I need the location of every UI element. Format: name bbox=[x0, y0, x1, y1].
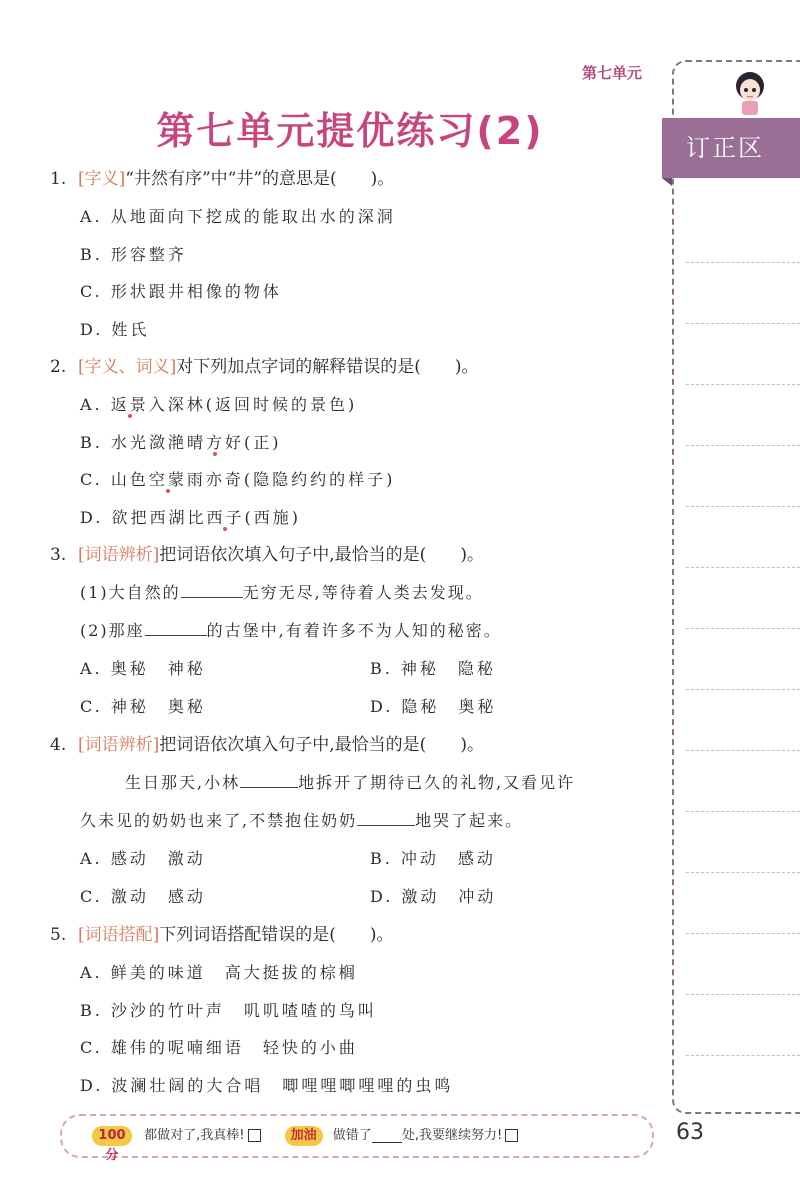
correction-line bbox=[686, 445, 800, 446]
dotted-word: 西子 bbox=[206, 507, 245, 527]
correction-line bbox=[686, 628, 800, 629]
self-check-bar bbox=[60, 1114, 654, 1163]
question-text: 把词语依次填入句子中,最恰当的是( )。 bbox=[159, 545, 484, 565]
correction-line bbox=[686, 567, 800, 568]
option-label: C. bbox=[80, 470, 103, 489]
option-b[interactable]: B. 沙沙的竹叶声 叽叽喳喳的鸟叫 bbox=[80, 1000, 377, 1020]
passage-text: 地拆开了期待已久的礼物,又看见许 bbox=[298, 773, 576, 792]
unit-label: 第七单元 bbox=[582, 64, 643, 82]
question-text: 对下列加点字词的解释错误的是( )。 bbox=[176, 357, 479, 377]
question-stem: 1. [字义]“井然有序”中“井”的意思是( )。 bbox=[50, 160, 660, 198]
fill-sentence-1 bbox=[50, 574, 660, 612]
passage-text: 地哭了起来。 bbox=[415, 811, 524, 830]
question-tag: 字义、词义 bbox=[84, 357, 170, 377]
option-c[interactable]: C. 形状跟井相像的物体 bbox=[80, 282, 282, 301]
passage-text: 生日那天,小林 bbox=[125, 773, 241, 792]
question-tag: 字义 bbox=[84, 169, 119, 189]
option-text: 欲把西湖比 bbox=[111, 507, 207, 527]
option-c[interactable]: C. 神秘 奥秘 bbox=[80, 697, 206, 716]
correction-tab: 订正区 bbox=[662, 118, 800, 178]
all-correct-checkbox[interactable] bbox=[248, 1129, 261, 1142]
question-4 bbox=[50, 726, 660, 916]
option-text: 雨亦奇(隐隐约约的样子) bbox=[186, 470, 396, 489]
answer-blank[interactable] bbox=[181, 597, 243, 598]
question-1 bbox=[50, 160, 660, 348]
question-number: 3. bbox=[50, 545, 67, 565]
correction-line bbox=[686, 384, 800, 385]
wrong-count-suffix: 处,我要继续努力! bbox=[401, 1128, 503, 1143]
option-grid bbox=[50, 688, 660, 726]
page-title: 第七单元提优练习(2) bbox=[156, 109, 544, 153]
sentence-text: (1)大自然的 bbox=[80, 583, 181, 602]
passage bbox=[50, 764, 660, 840]
correction-line bbox=[686, 811, 800, 812]
option-a[interactable]: A. 奥秘 神秘 bbox=[80, 659, 206, 678]
option-b[interactable]: B. 冲动 感动 bbox=[370, 849, 496, 868]
keep-trying-checkbox[interactable] bbox=[505, 1129, 518, 1142]
option-c[interactable] bbox=[50, 461, 660, 499]
option-text: 入深林(返回时候的景色) bbox=[148, 395, 358, 414]
correction-line bbox=[686, 750, 800, 751]
correction-line bbox=[686, 689, 800, 690]
question-3 bbox=[50, 536, 660, 726]
option-d[interactable]: D. 波澜壮阔的大合唱 唧哩哩唧哩哩的虫鸣 bbox=[80, 1075, 454, 1095]
question-number: 1. bbox=[50, 169, 67, 189]
passage-text: 久未见的奶奶也来了,不禁抱住奶奶 bbox=[80, 811, 358, 830]
sentence-text: (2)那座 bbox=[80, 621, 145, 640]
option-b[interactable]: B. 神秘 隐秘 bbox=[370, 659, 496, 678]
question-tag: 词语辨析 bbox=[84, 545, 153, 565]
option-grid bbox=[50, 650, 660, 688]
question-text: 下列词语搭配错误的是( )。 bbox=[159, 925, 394, 945]
correction-line bbox=[686, 323, 800, 324]
correction-line bbox=[686, 1055, 800, 1056]
option-c[interactable]: C. 激动 感动 bbox=[80, 887, 206, 906]
option-grid bbox=[50, 840, 660, 878]
answer-blank[interactable] bbox=[145, 635, 207, 636]
option-text: 山色 bbox=[110, 470, 149, 489]
correction-line bbox=[686, 933, 800, 934]
option-a[interactable]: A. 从地面向下挖成的能取出水的深洞 bbox=[80, 207, 396, 226]
question-text: 把词语依次填入句子中,最恰当的是( )。 bbox=[159, 735, 484, 755]
answer-blank[interactable] bbox=[240, 787, 298, 788]
question-stem: 2. [字义、词义]对下列加点字词的解释错误的是( )。 bbox=[50, 348, 660, 386]
question-stem: 3. [词语辨析]把词语依次填入句子中,最恰当的是( )。 bbox=[50, 536, 660, 574]
dotted-word: 空蒙 bbox=[148, 470, 187, 489]
question-number: 5. bbox=[50, 925, 67, 945]
question-number: 2. bbox=[50, 357, 67, 377]
option-c[interactable]: C. 雄伟的呢喃细语 轻快的小曲 bbox=[80, 1038, 358, 1057]
question-stem: 4. [词语辨析]把词语依次填入句子中,最恰当的是( )。 bbox=[50, 726, 660, 764]
passage-line bbox=[80, 802, 660, 840]
option-label: B. bbox=[80, 432, 103, 452]
correction-line bbox=[686, 872, 800, 873]
question-number: 4. bbox=[50, 735, 67, 755]
passage-line bbox=[80, 764, 660, 802]
option-b[interactable]: B. 形容整齐 bbox=[80, 244, 187, 264]
fill-sentence-2 bbox=[50, 612, 660, 650]
wrong-count-text: 做错了 bbox=[332, 1128, 372, 1143]
option-d[interactable]: D. 姓氏 bbox=[80, 319, 150, 339]
option-a[interactable] bbox=[50, 386, 660, 424]
question-stem: 5. [词语搭配]下列词语搭配错误的是( )。 bbox=[50, 916, 660, 954]
avatar-icon bbox=[728, 68, 772, 118]
dotted-word: 返景 bbox=[110, 395, 149, 414]
option-text: (西施) bbox=[244, 507, 301, 527]
page-number: 63 bbox=[676, 1120, 704, 1145]
option-grid bbox=[50, 878, 660, 916]
sentence-text: 的古堡中,有着许多不为人知的秘密。 bbox=[206, 621, 502, 640]
question-tag: 词语搭配 bbox=[84, 925, 153, 945]
option-label: A. bbox=[80, 395, 103, 414]
sentence-text: 无穷无尽,等待着人类去发现。 bbox=[242, 583, 484, 602]
correction-area-frame bbox=[672, 60, 800, 1114]
dotted-word: 方 bbox=[205, 432, 225, 452]
answer-blank[interactable] bbox=[357, 825, 415, 826]
wrong-count-blank[interactable] bbox=[372, 1128, 402, 1143]
question-2 bbox=[50, 348, 660, 536]
question-5 bbox=[50, 916, 660, 1104]
all-correct-text: 都做对了,我真棒! bbox=[144, 1128, 245, 1143]
option-b[interactable] bbox=[50, 424, 660, 462]
question-tag: 词语辨析 bbox=[84, 735, 153, 755]
option-d[interactable]: D. 隐秘 奥秘 bbox=[370, 697, 497, 716]
option-text: 好(正) bbox=[224, 432, 282, 452]
question-list bbox=[50, 160, 660, 1104]
option-a[interactable]: A. 感动 激动 bbox=[80, 849, 206, 868]
question-text: “井然有序”中“井”的意思是( )。 bbox=[125, 169, 395, 189]
full-score-badge: 100分 bbox=[92, 1126, 132, 1146]
correction-line bbox=[686, 506, 800, 507]
option-d[interactable]: D. 激动 冲动 bbox=[370, 887, 497, 906]
correction-line bbox=[686, 262, 800, 263]
option-text: 水光潋滟晴 bbox=[110, 432, 206, 452]
option-d[interactable] bbox=[50, 499, 660, 537]
cheer-badge: 加油 bbox=[285, 1126, 323, 1146]
option-label: D. bbox=[80, 507, 104, 527]
option-a[interactable]: A. 鲜美的味道 高大挺拔的棕榈 bbox=[80, 963, 358, 982]
correction-line bbox=[686, 994, 800, 995]
